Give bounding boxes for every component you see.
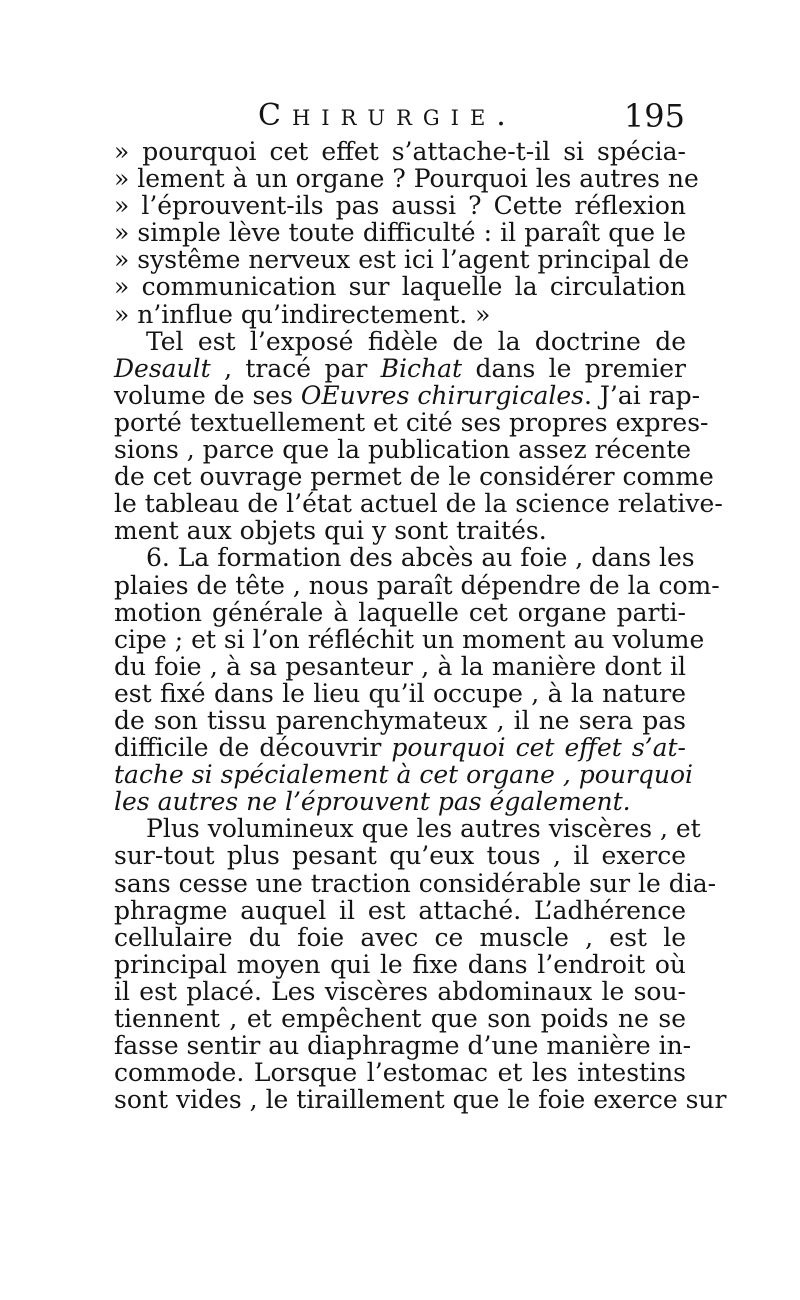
paragraph-line [114,1085,727,1115]
text-segment: commode. Lorsque l’estomac et les intestins [114,1058,686,1088]
paragraph-line [114,653,686,680]
text-segment: » pourquoi cet effet s’attache-t-il si spécia- [114,137,686,166]
paragraph-line [114,407,709,437]
quote-line [114,138,686,165]
text-segment: Plus volumineux que les autres viscères , et [146,814,701,844]
quote-line [114,301,686,328]
italic-text: Desault [114,353,211,383]
text-segment: porté textuellement et cité ses propres expres- [114,407,709,437]
text-segment: » lement à un organe ? Pourquoi les autres ne [114,164,699,194]
text-segment: dans le premier [462,353,686,383]
paragraph-line [114,951,686,978]
text-segment: sont vides , le tiraillement que le foie exerce sur [114,1085,727,1115]
paragraph-line [114,760,694,790]
paragraph-line [114,462,714,492]
text-segment: cellulaire du foie avec ce muscle , est le [114,922,686,952]
text-segment: plaies de tête , nous paraît dépendre de la com- [114,570,720,600]
paragraph-line [114,435,692,465]
running-head: Chirurgie. [258,98,517,133]
paragraph-line [114,1031,692,1061]
paragraph-line [114,924,686,951]
text-segment: . J’ai rap- [584,380,701,410]
text-segment: » l’éprouvent-ils pas aussi ? Cette réflexion [114,191,686,221]
quote-line [114,219,686,246]
italic-text: OEuvres chirurgicales [300,380,584,410]
paragraph-line [114,570,720,600]
text-segment: motion générale à laquelle cet organe parti- [114,597,686,627]
paragraph-line [114,328,686,355]
paragraph-line [114,1005,686,1032]
italic-text: Bichat [380,353,463,383]
quote-line [114,164,699,194]
text-segment: » communication sur laquelle la circulation [114,272,686,302]
text-segment: sans cesse une traction considérable sur le dia- [114,868,717,898]
text-segment: volume de ses [114,380,301,410]
italic-text: tache si spécialement à cet organe , pourquoi [114,760,694,790]
paragraph-line [114,868,717,898]
text-segment: » n’influe qu’indirectement. » [114,299,491,329]
paragraph-line [114,517,686,544]
text-segment: de cet ouvrage permet de le considérer comme [114,462,714,492]
paragraph-line [114,599,686,626]
text-segment: cipe ; et si l’on réfléchit un moment au volume [114,624,705,654]
paragraph-line [114,707,686,734]
paragraph-line [114,814,701,844]
paragraph-line [114,842,686,869]
text-segment: difficile de découvrir [114,733,392,763]
text-segment: ment aux objets qui y sont traités. [114,516,547,546]
text-segment: Tel est l’exposé fidèle de la doctrine de [146,326,686,356]
paragraph-line [114,543,695,573]
text-segment: du foie , à sa pesanteur , à la manière dont il [114,651,686,681]
text-segment: , tracé par [210,353,381,383]
text-segment: tiennent , et empêchent que son poids ne se [114,1004,686,1033]
paragraph-line [114,978,686,1005]
page-header [140,96,685,136]
paragraph-line [114,624,705,654]
text-segment: sur-tout plus pesant qu’eux tous , il exerce [114,841,686,871]
paragraph-line [114,489,723,519]
paragraph-line [114,1059,686,1086]
body-text [114,137,727,1115]
text-segment: fasse sentir au diaphragme d’une manière in- [114,1031,692,1061]
paragraph-line [114,380,701,410]
text-segment: sions , parce que la publication assez récente [114,435,692,465]
text-segment: de son tissu parenchymateux , il ne sera pas [114,705,686,735]
text-segment: le tableau de l’état actuel de la science relative- [114,489,723,519]
quote-line [114,245,690,275]
paragraph-line [114,897,686,924]
text-segment: » simple lève toute difficulté : il paraît que le [114,218,686,248]
text-segment: » systême nerveux est ici l’agent principal de [114,245,690,275]
text-segment: phragme auquel il est attaché. L’adhérence [114,895,686,925]
quote-line [114,273,686,300]
paragraph-line [114,788,686,815]
page-number: 195 [623,97,685,135]
italic-text: pourquoi cet effet s’at- [391,733,686,763]
quote-line [114,192,686,219]
paragraph-line [114,355,686,382]
text-segment: principal moyen qui le fixe dans l’endroit où [114,949,686,979]
text-segment: 6. La formation des abcès au foie , dans les [146,543,695,573]
italic-text: les autres ne l’éprouvent pas également. [114,787,631,817]
paragraph-line [114,680,686,707]
text-segment: il est placé. Les viscères abdominaux le sou- [114,976,686,1006]
paragraph-line [114,734,686,761]
text-segment: est fixé dans le lieu qu’il occupe , à la nature [114,678,686,708]
